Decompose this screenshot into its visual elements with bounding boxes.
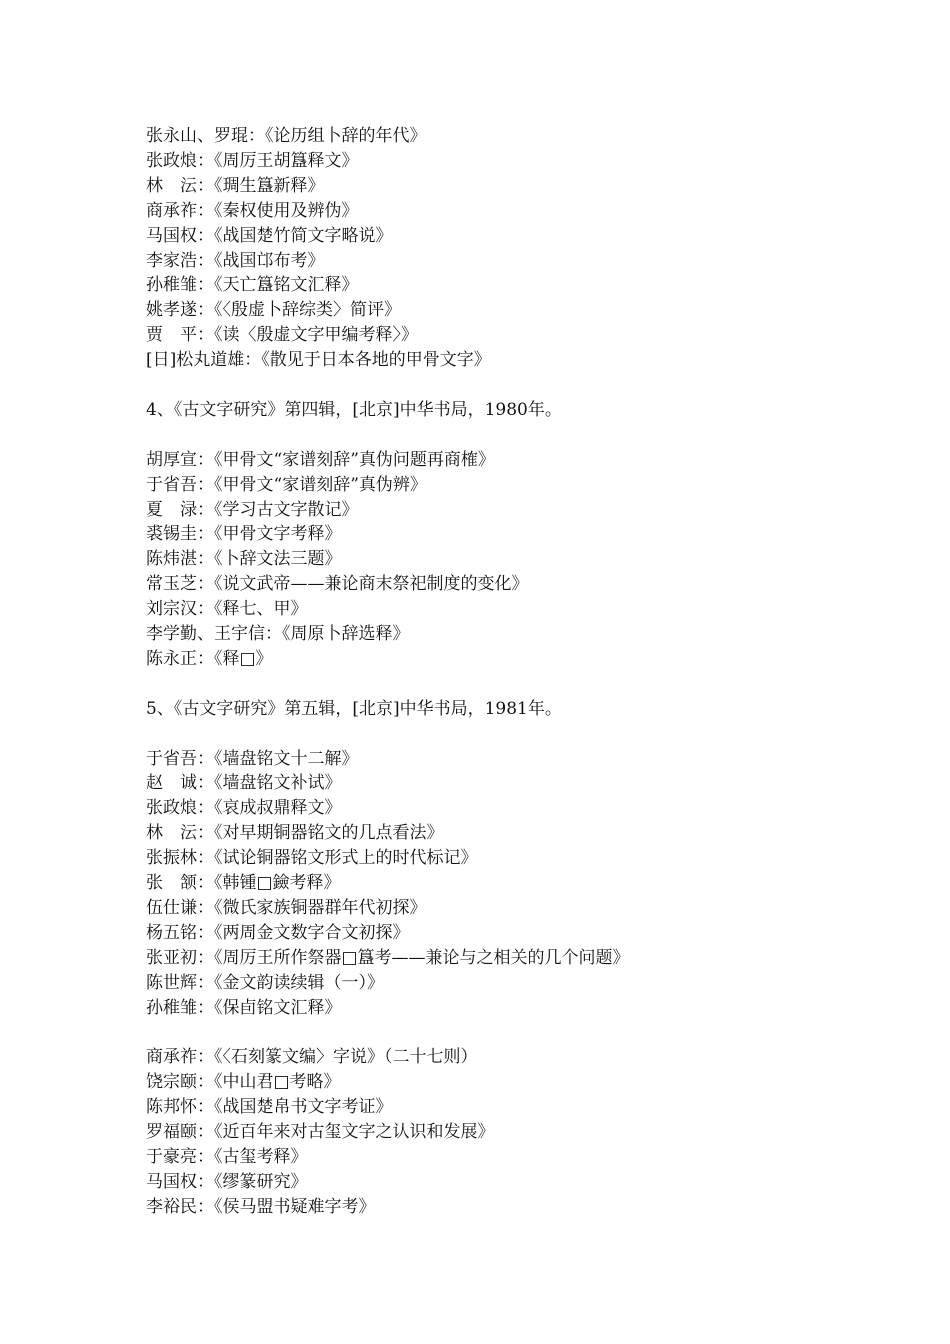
text-line: 李学勤、王宇信：《周原卜辞选释》 [146,624,410,644]
text-line: 陈永正：《释□》 [146,648,273,669]
text-line: 张政烺：《哀成叔鼎释文》 [146,798,342,819]
section-heading: 5、《古文字研究》第五辑，[北京]中华书局，1981年。 [146,698,562,719]
text-line: [日]松丸道雄：《散见于日本各地的甲骨文字》 [146,350,491,371]
text-line: 张政烺：《周厉王胡簋释文》 [146,150,359,171]
text-line: 林 沄：《对早期铜器铭文的几点看法》 [146,823,444,844]
text-line: 商承祚：《〈石刻篆文编〉字说》（二十七则） [146,1047,478,1068]
text-line: 陈世辉：《金文韵读续辑（一）》 [146,972,384,993]
text-line: 孙稚雏：《天亡簋铭文汇释》 [146,275,359,296]
text-line: 饶宗颐：《中山君□考略》 [146,1072,341,1093]
text-line: 姚孝遂：《〈殷虚卜辞综类〉简评》 [146,300,401,321]
text-line: 李家浩：《战国邙布考》 [146,250,325,271]
text-line: 罗福颐：《近百年来对古玺文字之认识和发展》 [146,1122,495,1142]
text-line: 于省吾：《墙盘铭文十二解》 [146,748,359,769]
text-line: 杨五铭：《两周金文数字合文初探》 [146,922,410,943]
text-line: 马国权：《战国楚竹简文字略说》 [146,225,393,246]
text-line: 胡厚宣：《甲骨文“家谱刻辞”真伪问题再商榷》 [146,449,495,470]
text-line: 于省吾：《甲骨文“家谱刻辞”真伪辨》 [146,474,427,495]
text-line: 裘锡圭：《甲骨文字考释》 [146,524,342,545]
text-line: 李裕民：《侯马盟书疑难字考》 [146,1196,376,1217]
text-line: 夏 渌：《学习古文字散记》 [146,499,359,520]
text-line: 刘宗汉：《释七、甲》 [146,599,308,620]
text-line: 孙稚雏：《保卣铭文汇释》 [146,997,342,1018]
text-line: 伍仕谦：《微氏家族铜器群年代初探》 [146,897,427,918]
text-line: 商承祚：《秦权使用及辨伪》 [146,200,359,221]
text-line: 陈邦怀：《战国楚帛书文字考证》 [146,1097,393,1118]
text-line: 陈炜湛：《卜辞文法三题》 [146,549,342,570]
text-line: 马国权：《缪篆研究》 [146,1171,308,1192]
text-line: 赵 诚：《墙盘铭文补试》 [146,773,342,794]
text-line: 常玉芝：《说文武帝——兼论商末祭祀制度的变化》 [146,574,529,595]
text-line: 于豪亮：《古玺考释》 [146,1146,308,1167]
text-line: 张 颔：《韩锺□鐱考释》 [146,873,341,893]
text-line: 张亚初：《周厉王所作祭器□簋考——兼论与之相关的几个问题》 [146,947,630,968]
text-line: 张永山、罗琨：《论历组卜辞的年代》 [146,126,427,146]
text-line: 贾 平：《读〈殷虚文字甲编考释〉》 [146,325,418,346]
section-heading: 4、《古文字研究》第四辑，[北京]中华书局，1980年。 [146,399,562,420]
text-line: 张振林：《试论铜器铭文形式上的时代标记》 [146,848,478,869]
text-line: 林 沄：《琱生簋新释》 [146,175,325,196]
